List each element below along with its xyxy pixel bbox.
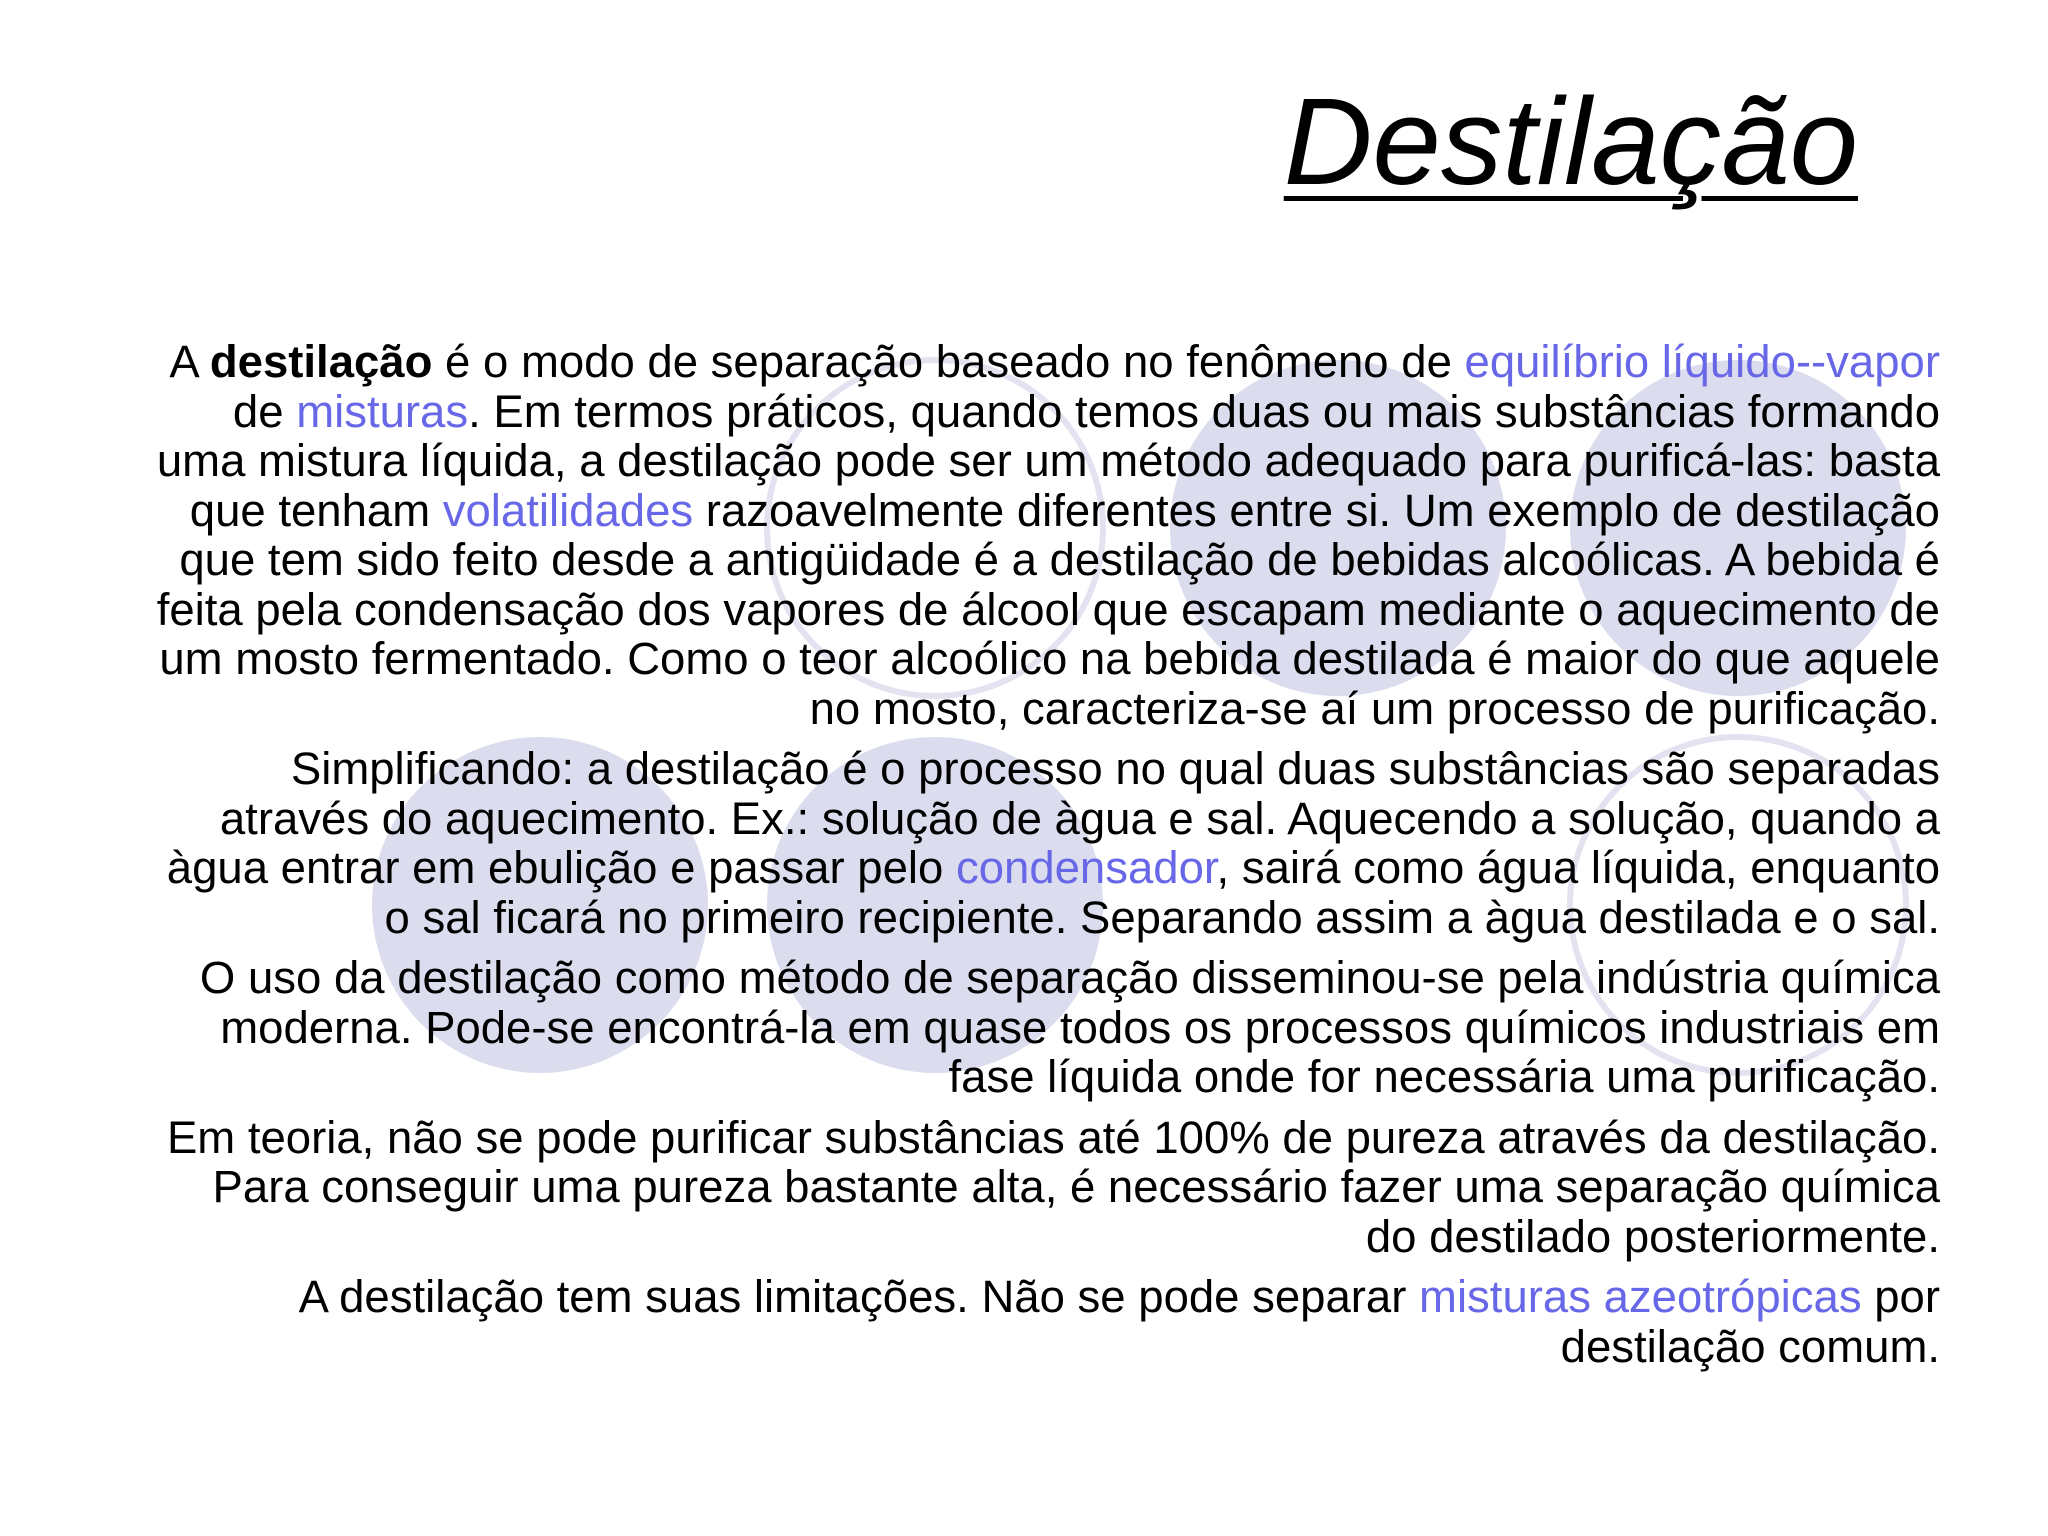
- paragraph-text: O uso da destilação como método de separação disseminou-se pela indústria química moderna. Pode-se encontrá-la em quase todos os processos químicos industriais em fase líquida onde for necessária uma purificação.: [199, 952, 1940, 1102]
- hyperlink[interactable]: volatilidades: [442, 484, 694, 536]
- paragraph-text: Em teoria, não se pode purificar substâncias até 100% de pureza através da destilação. Para conseguir uma pureza bastante alta, é necessário fazer uma separação química do destilado posteriormente.: [166, 1111, 1940, 1262]
- hyperlink[interactable]: misturas: [296, 385, 469, 437]
- hyperlink[interactable]: condensador: [955, 842, 1217, 893]
- hyperlink[interactable]: misturas azeotrópicas: [1419, 1271, 1862, 1322]
- body-paragraph: [150, 337, 1940, 733]
- paragraph-text: de: [232, 385, 297, 437]
- slide-body: [150, 337, 1940, 1382]
- body-paragraph: [150, 1113, 1940, 1262]
- body-paragraph: [150, 1272, 1940, 1371]
- paragraph-text: Simplificando: a destilação é o processo no qual duas substâncias são separadas através do aquecimento. Ex.: solução de àgua e sal. Aquecendo a solução, quando a àgua entrar em ebulição e passar pelo: [166, 743, 1940, 893]
- body-paragraph: [150, 744, 1940, 942]
- paragraph-text: razoavelmente diferentes entre si. Um exemplo de destilação que tem sido feito desde a antigüidade é a destilação de bebidas alcoólicas. A bebida é feita pela condensação dos vapores de álcool que escapam mediante o aquecimento de um mosto fermentado. Como o teor alcoólico na bebida destilada é maior do que aquele no mosto, caracteriza-se aí um processo de purificação.: [156, 484, 1940, 734]
- slide-title: Destilação: [1283, 74, 1858, 211]
- paragraph-text: é o modo de separação baseado no fenômeno de: [432, 336, 1465, 387]
- paragraph-text: por destilação comum.: [1560, 1271, 1940, 1372]
- body-paragraph: [150, 953, 1940, 1102]
- paragraph-text: . Em termos práticos, quando temos duas ou mais substâncias formando uma mistura líquida, a destilação pode ser um método adequado para purificá-las: basta que tenham: [156, 385, 1940, 536]
- paragraph-text: , sairá como água líquida, enquanto o sal ficará no primeiro recipiente. Separando assim a àgua destilada e o sal.: [384, 842, 1940, 943]
- hyperlink[interactable]: equilíbrio líquido--vapor: [1464, 336, 1940, 387]
- paragraph-text: A destilação tem suas limitações. Não se pode separar: [298, 1271, 1420, 1322]
- bold-term: destilação: [209, 336, 433, 387]
- paragraph-text: A: [169, 336, 210, 387]
